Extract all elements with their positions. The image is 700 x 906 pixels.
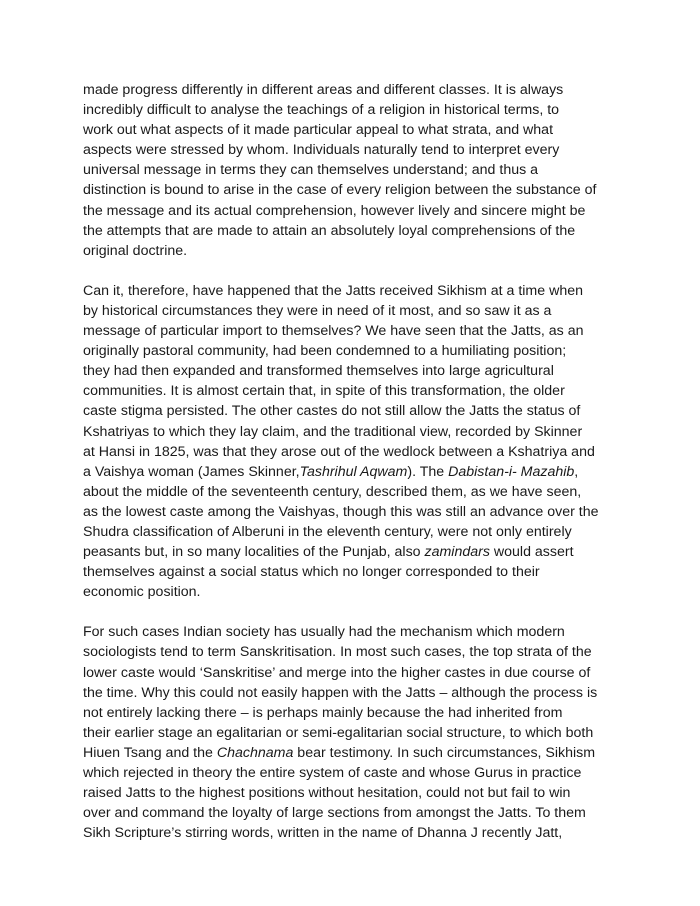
text-line bbox=[83, 241, 623, 261]
text-segment: about the middle of the seventeenth century, described them, as we have seen, bbox=[83, 483, 582, 500]
text-segment: , bbox=[574, 463, 579, 480]
text-line bbox=[83, 80, 623, 100]
text-line bbox=[83, 803, 623, 823]
text-segment: incredibly difficult to analyse the teachings of a religion in historical terms, to bbox=[83, 102, 560, 119]
text-segment: originally pastoral community, had been condemned to a humiliating position; bbox=[83, 343, 567, 360]
text-segment: aspects were stressed by whom. Individuals naturally tend to interpret every bbox=[83, 142, 560, 159]
text-line bbox=[83, 462, 623, 482]
text-line bbox=[83, 100, 623, 120]
text-line bbox=[83, 120, 623, 140]
text-line bbox=[83, 160, 623, 180]
text-segment: made progress differently in different areas and different classes. It is always bbox=[83, 82, 564, 98]
text-segment: the message and its actual comprehension, however lively and sincere might be bbox=[83, 202, 586, 219]
text-line bbox=[83, 401, 623, 421]
text-segment: would assert bbox=[489, 544, 574, 561]
text-segment: Shudra classification of Alberuni in the eleventh century, were not only entirely bbox=[83, 523, 572, 540]
text-segment: universal message in terms they can themselves understand; and thus a bbox=[83, 162, 539, 179]
text-line bbox=[83, 542, 623, 562]
text-segment: work out what aspects of it made particular appeal to what strata, and what bbox=[83, 122, 554, 139]
text-line bbox=[83, 381, 623, 401]
text-line bbox=[83, 703, 623, 723]
text-segment: distinction is bound to arise in the case of every religion between the substance of bbox=[83, 182, 597, 199]
text-line bbox=[83, 763, 623, 783]
text-segment: peasants but, in so many localities of the Punjab, also bbox=[83, 544, 425, 561]
text-line bbox=[83, 522, 623, 542]
text-segment: over and command the loyalty of large sections from amongst the Jatts. To them bbox=[83, 805, 586, 822]
paragraph bbox=[83, 80, 623, 261]
text-segment: message of particular import to themselves? We have seen that the Jatts, as an bbox=[83, 323, 584, 340]
text-line bbox=[83, 663, 623, 683]
text-segment: which rejected in theory the entire system of caste and whose Gurus in practice bbox=[83, 765, 582, 781]
paragraph bbox=[83, 622, 623, 843]
italic-text: zamindars bbox=[424, 544, 490, 561]
text-segment: Kshatriyas to which they lay claim, and the traditional view, recorded by Skinner bbox=[83, 423, 583, 440]
body-text bbox=[83, 80, 623, 863]
text-segment: raised Jatts to the highest positions without hesitation, could not but fail to win bbox=[83, 785, 571, 802]
text-line bbox=[83, 783, 623, 803]
text-segment: caste stigma persisted. The other castes do not still allow the Jatts the status of bbox=[83, 403, 581, 420]
italic-text: Dabistan-i- Mazahib bbox=[448, 463, 575, 480]
text-segment: themselves against a social status which no longer corresponded to their bbox=[83, 564, 540, 581]
italic-text: Tashrihul Aqwam bbox=[299, 463, 408, 480]
text-segment: ). The bbox=[407, 463, 449, 480]
text-line bbox=[83, 562, 623, 582]
text-segment: at Hansi in 1825, was that they arose out of the wedlock between a Kshatriya and bbox=[83, 443, 595, 460]
text-line bbox=[83, 642, 623, 662]
text-segment: Sikh Scripture’s stirring words, written in the name of Dhanna J recently Jatt, bbox=[83, 825, 563, 842]
text-segment: their earlier stage an egalitarian or semi-egalitarian social structure, to which both bbox=[83, 724, 594, 741]
text-line bbox=[83, 361, 623, 381]
text-line bbox=[83, 201, 623, 221]
text-segment: original doctrine. bbox=[83, 242, 188, 259]
text-segment: they had then expanded and transformed themselves into large agricultural bbox=[83, 363, 554, 380]
text-line bbox=[83, 341, 623, 361]
text-segment: sociologists tend to term Sanskritisation. In most such cases, the top strata of the bbox=[83, 644, 592, 661]
text-segment: Hiuen Tsang and the bbox=[83, 744, 217, 761]
text-segment: economic position. bbox=[83, 584, 201, 601]
text-line bbox=[83, 743, 623, 763]
text-line bbox=[83, 221, 623, 241]
text-segment: lower caste would ‘Sanskritise’ and merge into the higher castes in due course of bbox=[83, 664, 591, 681]
text-line bbox=[83, 281, 623, 301]
text-line bbox=[83, 683, 623, 703]
text-line bbox=[83, 502, 623, 522]
text-line bbox=[83, 582, 623, 602]
text-line bbox=[83, 422, 623, 442]
text-line bbox=[83, 180, 623, 200]
text-line bbox=[83, 140, 623, 160]
text-line bbox=[83, 301, 623, 321]
text-segment: communities. It is almost certain that, in spite of this transformation, the older bbox=[83, 383, 565, 400]
text-line bbox=[83, 823, 623, 843]
text-line bbox=[83, 723, 623, 743]
text-segment: as the lowest caste among the Vaishyas, though this was still an advance over the bbox=[83, 503, 599, 520]
text-line bbox=[83, 442, 623, 462]
text-segment: not entirely lacking there – is perhaps mainly because the had inherited from bbox=[83, 704, 563, 721]
text-segment: by historical circumstances they were in need of it most, and so saw it as a bbox=[83, 302, 552, 319]
text-segment: Can it, therefore, have happened that the Jatts received Sikhism at a time when bbox=[83, 282, 583, 299]
paragraph bbox=[83, 281, 623, 603]
italic-text: Chachnama bbox=[216, 744, 294, 761]
text-segment: the attempts that are made to attain an absolutely loyal comprehensions of the bbox=[83, 222, 576, 239]
text-line bbox=[83, 321, 623, 341]
text-line bbox=[83, 482, 623, 502]
text-segment: a Vaishya woman (James Skinner, bbox=[83, 463, 300, 480]
text-line bbox=[83, 622, 623, 642]
text-segment: bear testimony. In such circumstances, Sikhism bbox=[293, 744, 596, 761]
text-segment: For such cases Indian society has usually had the mechanism which modern bbox=[83, 624, 565, 641]
text-segment: the time. Why this could not easily happen with the Jatts – although the process is bbox=[83, 684, 598, 701]
